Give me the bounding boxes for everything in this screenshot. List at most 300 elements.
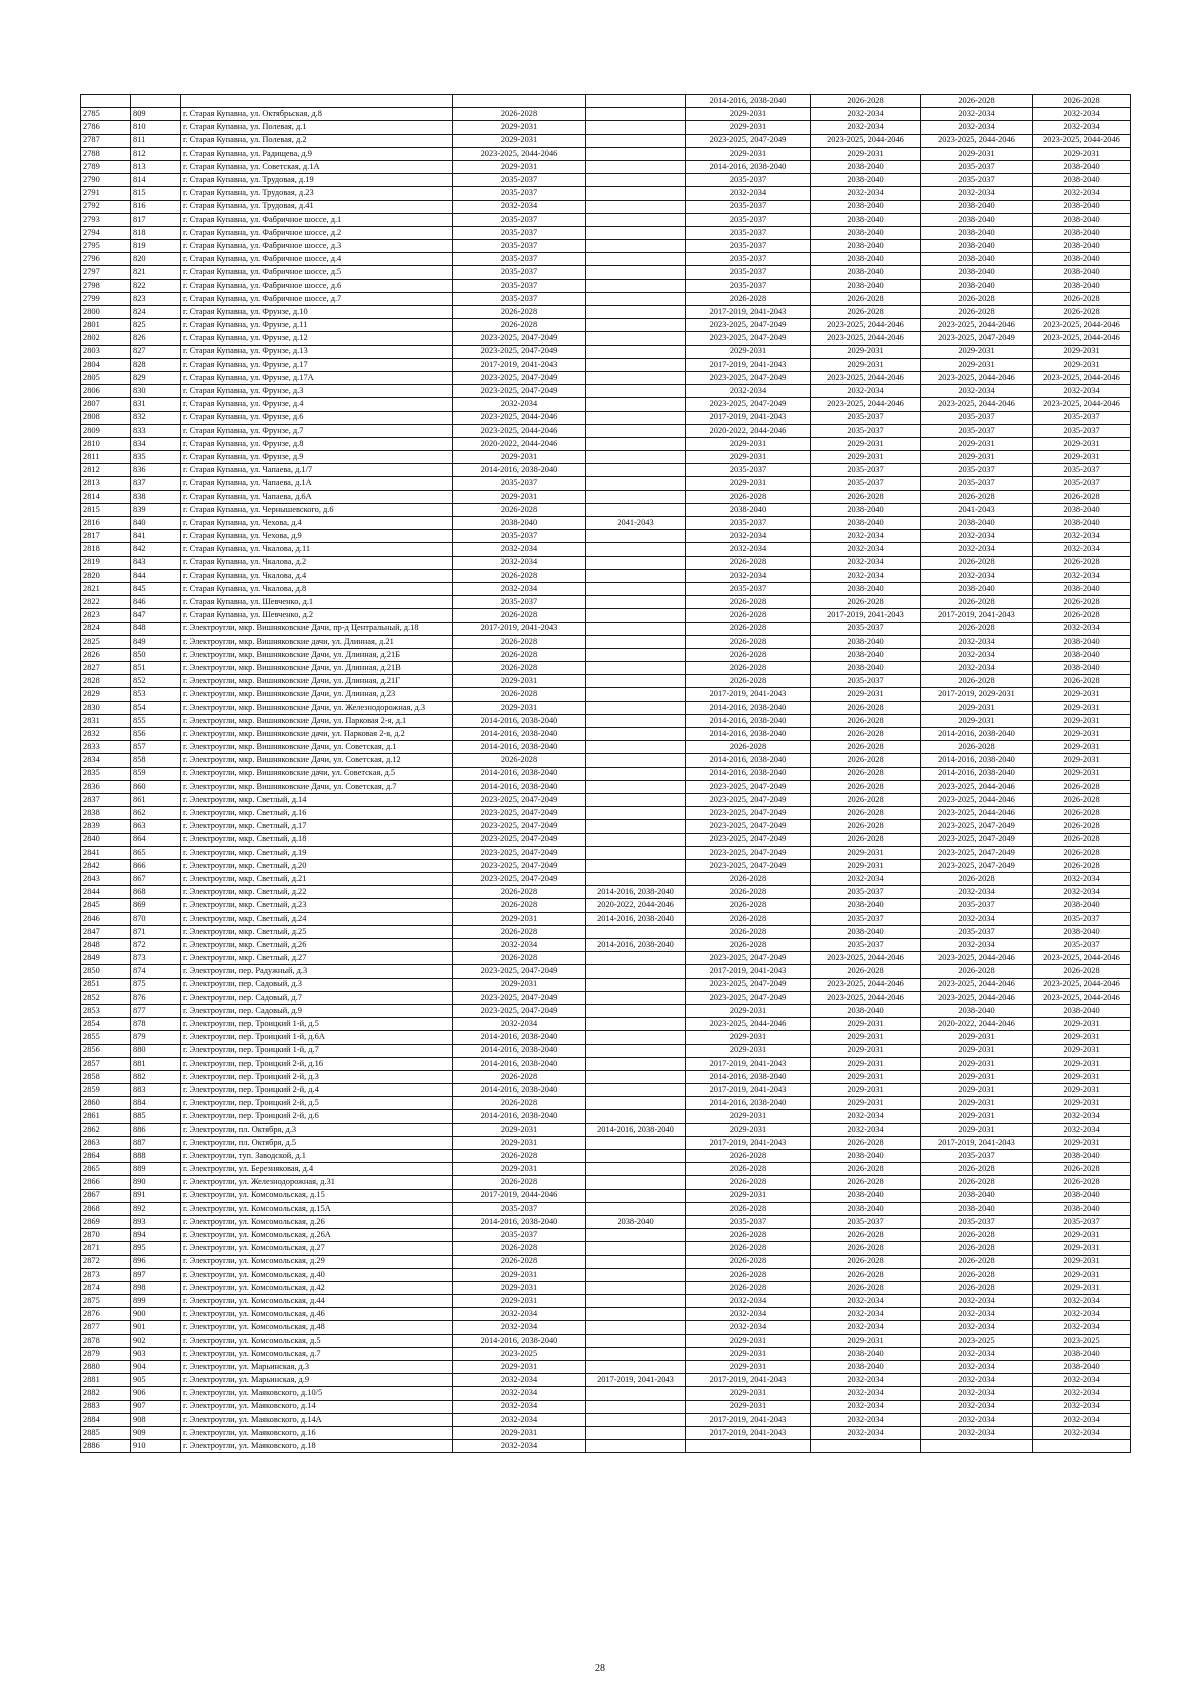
cell-period-col-4: 2035-2037 bbox=[811, 1215, 921, 1228]
cell-period-col-5: 2035-2037 bbox=[921, 411, 1033, 424]
cell-address: г. Старая Купавна, ул. Чапаева, д.1/7 bbox=[181, 464, 453, 477]
cell-address: г. Электроугли, мкр. Вишняковские Дачи, ул. Железнодорожная, д.3 bbox=[181, 701, 453, 714]
cell-object-number: 813 bbox=[131, 160, 181, 173]
cell-period-col-6: 2038-2040 bbox=[1033, 648, 1131, 661]
cell-address: г. Старая Купавна, ул. Фрунзе, д.17 bbox=[181, 358, 453, 371]
cell-period-col-1: 2029-2031 bbox=[453, 121, 586, 134]
cell-period-col-6: 2029-2031 bbox=[1033, 1136, 1131, 1149]
cell-period-col-2 bbox=[586, 266, 686, 279]
cell-period-col-3: 2026-2028 bbox=[686, 648, 811, 661]
cell-row-number: 2878 bbox=[81, 1334, 131, 1347]
cell-address: г. Старая Купавна, ул. Фрунзе, д.6 bbox=[181, 411, 453, 424]
cell-address: г. Электроугли, мкр. Светлый, д.19 bbox=[181, 846, 453, 859]
cell-period-col-4: 2038-2040 bbox=[811, 503, 921, 516]
cell-period-col-6: 2029-2031 bbox=[1033, 1018, 1131, 1031]
cell-row-number: 2831 bbox=[81, 714, 131, 727]
cell-address: г. Электроугли, мкр. Светлый, д.22 bbox=[181, 886, 453, 899]
cell-period-col-6: 2029-2031 bbox=[1033, 701, 1131, 714]
cell-period-col-6: 2038-2040 bbox=[1033, 925, 1131, 938]
cell-period-col-1: 2026-2028 bbox=[453, 1176, 586, 1189]
cell-period-col-4: 2023-2025, 2044-2046 bbox=[811, 319, 921, 332]
cell-row-number: 2873 bbox=[81, 1268, 131, 1281]
cell-address: г. Электроугли, пер. Садовый, д.9 bbox=[181, 1004, 453, 1017]
cell-period-col-6: 2029-2031 bbox=[1033, 1229, 1131, 1242]
cell-period-col-6: 2032-2034 bbox=[1033, 1413, 1131, 1426]
cell-period-col-1: 2035-2037 bbox=[453, 1202, 586, 1215]
cell-period-col-1: 2029-2031 bbox=[453, 1163, 586, 1176]
table-row bbox=[81, 1123, 1131, 1136]
table-row bbox=[81, 424, 1131, 437]
cell-period-col-5: 2023-2025, 2044-2046 bbox=[921, 952, 1033, 965]
cell-period-col-5: 2035-2037 bbox=[921, 464, 1033, 477]
cell-period-col-3: 2029-2031 bbox=[686, 1400, 811, 1413]
cell-row-number: 2811 bbox=[81, 451, 131, 464]
cell-period-col-2 bbox=[586, 147, 686, 160]
cell-period-col-4: 2023-2025, 2044-2046 bbox=[811, 952, 921, 965]
cell-period-col-1: 2035-2037 bbox=[453, 596, 586, 609]
cell-row-number: 2819 bbox=[81, 556, 131, 569]
table-row bbox=[81, 820, 1131, 833]
cell-period-col-2 bbox=[586, 780, 686, 793]
cell-period-col-2 bbox=[586, 437, 686, 450]
cell-period-col-5: 2038-2040 bbox=[921, 226, 1033, 239]
cell-period-col-2 bbox=[586, 503, 686, 516]
cell-period-col-2 bbox=[586, 213, 686, 226]
cell-object-number: 883 bbox=[131, 1084, 181, 1097]
cell-period-col-2 bbox=[586, 292, 686, 305]
cell-object-number: 832 bbox=[131, 411, 181, 424]
cell-period-col-2 bbox=[586, 279, 686, 292]
table-row bbox=[81, 1189, 1131, 1202]
cell-period-col-4: 2035-2037 bbox=[811, 411, 921, 424]
cell-period-col-5: 2026-2028 bbox=[921, 965, 1033, 978]
cell-period-col-4: 2032-2034 bbox=[811, 1308, 921, 1321]
cell-address: г. Электроугли, ул. Маяковского, д.14 bbox=[181, 1400, 453, 1413]
table-row bbox=[81, 846, 1131, 859]
cell-period-col-1: 2029-2031 bbox=[453, 134, 586, 147]
cell-address: г. Старая Купавна, ул. Фабричное шоссе, д.7 bbox=[181, 292, 453, 305]
cell-row-number: 2788 bbox=[81, 147, 131, 160]
cell-object-number: 814 bbox=[131, 174, 181, 187]
cell-period-col-4: 2026-2028 bbox=[811, 701, 921, 714]
cell-object-number: 851 bbox=[131, 662, 181, 675]
cell-period-col-5: 2032-2034 bbox=[921, 385, 1033, 398]
table-body bbox=[81, 95, 1131, 1453]
cell-period-col-3: 2029-2031 bbox=[686, 1031, 811, 1044]
cell-address: г. Старая Купавна, ул. Чкалова, д.8 bbox=[181, 582, 453, 595]
cell-period-col-6: 2038-2040 bbox=[1033, 160, 1131, 173]
cell-period-col-3: 2035-2037 bbox=[686, 1215, 811, 1228]
cell-row-number: 2859 bbox=[81, 1084, 131, 1097]
cell-period-col-4: 2026-2028 bbox=[811, 833, 921, 846]
cell-address: г. Старая Купавна, ул. Чехова, д.9 bbox=[181, 530, 453, 543]
table-row bbox=[81, 200, 1131, 213]
cell-row-number: 2785 bbox=[81, 108, 131, 121]
cell-period-col-3: 2035-2037 bbox=[686, 266, 811, 279]
cell-period-col-3: 2029-2031 bbox=[686, 147, 811, 160]
cell-object-number: 907 bbox=[131, 1400, 181, 1413]
cell-period-col-3: 2035-2037 bbox=[686, 226, 811, 239]
cell-period-col-6: 2035-2037 bbox=[1033, 912, 1131, 925]
cell-period-col-4: 2035-2037 bbox=[811, 424, 921, 437]
cell-period-col-1: 2029-2031 bbox=[453, 1123, 586, 1136]
cell-object-number: 861 bbox=[131, 793, 181, 806]
cell-period-col-6: 2023-2025, 2044-2046 bbox=[1033, 134, 1131, 147]
cell-row-number: 2876 bbox=[81, 1308, 131, 1321]
cell-period-col-2 bbox=[586, 464, 686, 477]
table-row bbox=[81, 807, 1131, 820]
cell-address: г. Старая Купавна, ул. Фабричное шоссе, д.5 bbox=[181, 266, 453, 279]
table-row bbox=[81, 939, 1131, 952]
cell-period-col-2 bbox=[586, 332, 686, 345]
cell-period-col-3: 2017-2019, 2041-2043 bbox=[686, 688, 811, 701]
cell-object-number: 899 bbox=[131, 1295, 181, 1308]
cell-period-col-4: 2038-2040 bbox=[811, 213, 921, 226]
table-row bbox=[81, 437, 1131, 450]
cell-address: г. Старая Купавна, ул. Фрунзе, д.17А bbox=[181, 371, 453, 384]
cell-period-col-6: 2038-2040 bbox=[1033, 253, 1131, 266]
cell-period-col-2 bbox=[586, 1018, 686, 1031]
cell-period-col-1: 2014-2016, 2038-2040 bbox=[453, 1084, 586, 1097]
cell-period-col-6: 2029-2031 bbox=[1033, 741, 1131, 754]
cell-period-col-5: 2029-2031 bbox=[921, 1070, 1033, 1083]
cell-period-col-5: 2038-2040 bbox=[921, 279, 1033, 292]
cell-period-col-3: 2023-2025, 2047-2049 bbox=[686, 846, 811, 859]
cell-period-col-4: 2026-2028 bbox=[811, 807, 921, 820]
cell-period-col-3: 2032-2034 bbox=[686, 543, 811, 556]
cell-period-col-3: 2017-2019, 2041-2043 bbox=[686, 1374, 811, 1387]
cell-address: г. Электроугли, пер. Троицкий 1-й, д.7 bbox=[181, 1044, 453, 1057]
cell-object-number: 882 bbox=[131, 1070, 181, 1083]
cell-period-col-1: 2023-2025, 2047-2049 bbox=[453, 965, 586, 978]
cell-period-col-3: 2032-2034 bbox=[686, 187, 811, 200]
cell-period-col-2 bbox=[586, 1308, 686, 1321]
cell-period-col-6: 2035-2037 bbox=[1033, 939, 1131, 952]
cell-period-col-3: 2026-2028 bbox=[686, 1281, 811, 1294]
cell-period-col-5: 2026-2028 bbox=[921, 596, 1033, 609]
cell-row-number: 2863 bbox=[81, 1136, 131, 1149]
table-row bbox=[81, 451, 1131, 464]
cell-period-col-5: 2026-2028 bbox=[921, 490, 1033, 503]
cell-period-col-1: 2032-2034 bbox=[453, 556, 586, 569]
cell-period-col-3: 2035-2037 bbox=[686, 279, 811, 292]
cell-period-col-6: 2026-2028 bbox=[1033, 846, 1131, 859]
cell-address: г. Старая Купавна, ул. Чкалова, д.2 bbox=[181, 556, 453, 569]
cell-object-number: 823 bbox=[131, 292, 181, 305]
cell-row-number: 2847 bbox=[81, 925, 131, 938]
cell-period-col-6 bbox=[1033, 1440, 1131, 1453]
cell-row-number: 2861 bbox=[81, 1110, 131, 1123]
cell-address: г. Электроугли, мкр. Светлый, д.16 bbox=[181, 807, 453, 820]
cell-period-col-3: 2023-2025, 2047-2049 bbox=[686, 833, 811, 846]
cell-row-number: 2793 bbox=[81, 213, 131, 226]
table-row bbox=[81, 1097, 1131, 1110]
cell-period-col-6: 2032-2034 bbox=[1033, 873, 1131, 886]
cell-period-col-6: 2032-2034 bbox=[1033, 1321, 1131, 1334]
cell-row-number bbox=[81, 95, 131, 108]
cell-period-col-5: 2032-2034 bbox=[921, 635, 1033, 648]
cell-period-col-6: 2032-2034 bbox=[1033, 1295, 1131, 1308]
cell-period-col-3: 2029-2031 bbox=[686, 1123, 811, 1136]
cell-object-number: 840 bbox=[131, 517, 181, 530]
cell-address: г. Электроугли, ул. Марьинская, д.3 bbox=[181, 1361, 453, 1374]
table-row bbox=[81, 358, 1131, 371]
cell-period-col-2: 2038-2040 bbox=[586, 1215, 686, 1228]
cell-period-col-1: 2023-2025, 2047-2049 bbox=[453, 873, 586, 886]
cell-row-number: 2792 bbox=[81, 200, 131, 213]
cell-row-number: 2877 bbox=[81, 1321, 131, 1334]
cell-period-col-5: 2023-2025, 2044-2046 bbox=[921, 807, 1033, 820]
cell-object-number: 869 bbox=[131, 899, 181, 912]
cell-period-col-6: 2029-2031 bbox=[1033, 728, 1131, 741]
cell-period-col-3: 2026-2028 bbox=[686, 1229, 811, 1242]
cell-period-col-6: 2035-2037 bbox=[1033, 411, 1131, 424]
table-row bbox=[81, 873, 1131, 886]
cell-period-col-4: 2026-2028 bbox=[811, 1281, 921, 1294]
cell-period-col-2 bbox=[586, 1004, 686, 1017]
cell-period-col-2 bbox=[586, 319, 686, 332]
cell-period-col-6: 2029-2031 bbox=[1033, 451, 1131, 464]
cell-period-col-3: 2032-2034 bbox=[686, 1295, 811, 1308]
cell-row-number: 2797 bbox=[81, 266, 131, 279]
cell-period-col-4: 2026-2028 bbox=[811, 1268, 921, 1281]
cell-period-col-1: 2029-2031 bbox=[453, 1268, 586, 1281]
cell-period-col-1: 2035-2037 bbox=[453, 279, 586, 292]
cell-period-col-2 bbox=[586, 174, 686, 187]
cell-row-number: 2841 bbox=[81, 846, 131, 859]
cell-period-col-5: 2029-2031 bbox=[921, 437, 1033, 450]
table-row bbox=[81, 952, 1131, 965]
cell-period-col-4: 2026-2028 bbox=[811, 780, 921, 793]
cell-period-col-4: 2029-2031 bbox=[811, 1044, 921, 1057]
table-row bbox=[81, 622, 1131, 635]
cell-period-col-1: 2014-2016, 2038-2040 bbox=[453, 1057, 586, 1070]
cell-period-col-2 bbox=[586, 1189, 686, 1202]
cell-row-number: 2825 bbox=[81, 635, 131, 648]
table-row bbox=[81, 1176, 1131, 1189]
table-row bbox=[81, 1202, 1131, 1215]
cell-period-col-2 bbox=[586, 635, 686, 648]
cell-period-col-2 bbox=[586, 1136, 686, 1149]
cell-period-col-2 bbox=[586, 1387, 686, 1400]
cell-address: г. Электроугли, пер. Троицкий 2-й, д.16 bbox=[181, 1057, 453, 1070]
cell-period-col-6: 2029-2031 bbox=[1033, 1070, 1131, 1083]
cell-period-col-2 bbox=[586, 582, 686, 595]
cell-row-number: 2795 bbox=[81, 240, 131, 253]
cell-period-col-1: 2023-2025, 2047-2049 bbox=[453, 332, 586, 345]
cell-address: г. Старая Купавна, ул. Фрунзе, д.10 bbox=[181, 306, 453, 319]
cell-period-col-1 bbox=[453, 95, 586, 108]
cell-period-col-4: 2032-2034 bbox=[811, 1110, 921, 1123]
table-row bbox=[81, 187, 1131, 200]
cell-period-col-3: 2026-2028 bbox=[686, 556, 811, 569]
cell-address: г. Электроугли, мкр. Вишняковские Дачи, ул. Советская, д.1 bbox=[181, 741, 453, 754]
cell-period-col-6: 2029-2031 bbox=[1033, 147, 1131, 160]
cell-period-col-2 bbox=[586, 688, 686, 701]
cell-period-col-6: 2026-2028 bbox=[1033, 780, 1131, 793]
cell-period-col-2 bbox=[586, 490, 686, 503]
table-row bbox=[81, 1163, 1131, 1176]
cell-row-number: 2858 bbox=[81, 1070, 131, 1083]
cell-period-col-2 bbox=[586, 253, 686, 266]
cell-address: г. Электроугли, мкр. Вишняковские Дачи, ул. Парковая 2-я, д.1 bbox=[181, 714, 453, 727]
cell-period-col-1: 2023-2025, 2047-2049 bbox=[453, 859, 586, 872]
cell-period-col-2 bbox=[586, 952, 686, 965]
cell-address: г. Электроугли, ул. Комсомольская, д.7 bbox=[181, 1347, 453, 1360]
cell-period-col-3: 2023-2025, 2047-2049 bbox=[686, 793, 811, 806]
cell-object-number: 889 bbox=[131, 1163, 181, 1176]
cell-period-col-6: 2029-2031 bbox=[1033, 1044, 1131, 1057]
cell-period-col-3: 2026-2028 bbox=[686, 1268, 811, 1281]
cell-period-col-2 bbox=[586, 556, 686, 569]
cell-period-col-2 bbox=[586, 873, 686, 886]
cell-period-col-3: 2023-2025, 2047-2049 bbox=[686, 807, 811, 820]
table-row bbox=[81, 609, 1131, 622]
cell-address: г. Электроугли, мкр. Вишняковские Дачи, ул. Длинная, д.21Г bbox=[181, 675, 453, 688]
cell-address: г. Старая Купавна, ул. Фрунзе, д.13 bbox=[181, 345, 453, 358]
cell-period-col-6: 2038-2040 bbox=[1033, 582, 1131, 595]
cell-period-col-4: 2023-2025, 2044-2046 bbox=[811, 991, 921, 1004]
cell-period-col-1: 2029-2031 bbox=[453, 1426, 586, 1439]
cell-row-number: 2866 bbox=[81, 1176, 131, 1189]
cell-row-number: 2812 bbox=[81, 464, 131, 477]
cell-period-col-4: 2023-2025, 2044-2046 bbox=[811, 398, 921, 411]
cell-period-col-3: 2023-2025, 2047-2049 bbox=[686, 859, 811, 872]
cell-period-col-4: 2038-2040 bbox=[811, 240, 921, 253]
cell-period-col-5: 2026-2028 bbox=[921, 1242, 1033, 1255]
cell-period-col-3: 2017-2019, 2041-2043 bbox=[686, 1136, 811, 1149]
cell-period-col-3: 2014-2016, 2038-2040 bbox=[686, 714, 811, 727]
cell-period-col-2 bbox=[586, 1044, 686, 1057]
cell-row-number: 2813 bbox=[81, 477, 131, 490]
cell-period-col-1: 2017-2019, 2041-2043 bbox=[453, 358, 586, 371]
cell-period-col-5: 2038-2040 bbox=[921, 240, 1033, 253]
cell-address: г. Электроугли, пер. Троицкий 2-й, д.5 bbox=[181, 1097, 453, 1110]
table-row bbox=[81, 1044, 1131, 1057]
cell-period-col-5: 2032-2034 bbox=[921, 1308, 1033, 1321]
cell-period-col-6: 2032-2034 bbox=[1033, 1400, 1131, 1413]
cell-row-number: 2865 bbox=[81, 1163, 131, 1176]
cell-object-number: 849 bbox=[131, 635, 181, 648]
table-row bbox=[81, 767, 1131, 780]
cell-period-col-3: 2026-2028 bbox=[686, 675, 811, 688]
cell-period-col-6: 2029-2031 bbox=[1033, 688, 1131, 701]
table-row bbox=[81, 1334, 1131, 1347]
table-row bbox=[81, 1268, 1131, 1281]
cell-period-col-4: 2035-2037 bbox=[811, 477, 921, 490]
table-row bbox=[81, 978, 1131, 991]
cell-period-col-4: 2038-2040 bbox=[811, 517, 921, 530]
cell-row-number: 2851 bbox=[81, 978, 131, 991]
cell-address: г. Старая Купавна, ул. Советская, д.1А bbox=[181, 160, 453, 173]
cell-period-col-4: 2029-2031 bbox=[811, 147, 921, 160]
cell-period-col-4: 2038-2040 bbox=[811, 226, 921, 239]
cell-period-col-5: 2029-2031 bbox=[921, 451, 1033, 464]
cell-row-number: 2806 bbox=[81, 385, 131, 398]
cell-period-col-4: 2038-2040 bbox=[811, 582, 921, 595]
cell-period-col-6: 2032-2034 bbox=[1033, 1374, 1131, 1387]
cell-period-col-3: 2026-2028 bbox=[686, 1150, 811, 1163]
cell-period-col-5: 2029-2031 bbox=[921, 358, 1033, 371]
cell-period-col-5: 2032-2034 bbox=[921, 939, 1033, 952]
cell-object-number: 850 bbox=[131, 648, 181, 661]
cell-period-col-1: 2026-2028 bbox=[453, 1255, 586, 1268]
cell-row-number: 2868 bbox=[81, 1202, 131, 1215]
cell-period-col-3: 2026-2028 bbox=[686, 635, 811, 648]
cell-period-col-4: 2038-2040 bbox=[811, 1189, 921, 1202]
cell-period-col-2 bbox=[586, 820, 686, 833]
cell-period-col-4: 2026-2028 bbox=[811, 793, 921, 806]
cell-period-col-3: 2014-2016, 2038-2040 bbox=[686, 160, 811, 173]
cell-row-number: 2862 bbox=[81, 1123, 131, 1136]
cell-address: г. Электроугли, ул. Комсомольская, д.48 bbox=[181, 1321, 453, 1334]
cell-object-number: 887 bbox=[131, 1136, 181, 1149]
cell-object-number: 874 bbox=[131, 965, 181, 978]
cell-row-number: 2791 bbox=[81, 187, 131, 200]
cell-period-col-1: 2026-2028 bbox=[453, 886, 586, 899]
cell-row-number: 2838 bbox=[81, 807, 131, 820]
cell-period-col-3: 2032-2034 bbox=[686, 1308, 811, 1321]
cell-period-col-5: 2029-2031 bbox=[921, 1057, 1033, 1070]
cell-row-number: 2808 bbox=[81, 411, 131, 424]
table-row bbox=[81, 503, 1131, 516]
cell-period-col-3: 2017-2019, 2041-2043 bbox=[686, 965, 811, 978]
cell-period-col-6: 2038-2040 bbox=[1033, 1202, 1131, 1215]
cell-period-col-1: 2035-2037 bbox=[453, 292, 586, 305]
cell-period-col-4: 2038-2040 bbox=[811, 279, 921, 292]
cell-period-col-4: 2026-2028 bbox=[811, 820, 921, 833]
cell-period-col-5: 2038-2040 bbox=[921, 517, 1033, 530]
cell-period-col-3: 2023-2025, 2044-2046 bbox=[686, 1018, 811, 1031]
cell-row-number: 2815 bbox=[81, 503, 131, 516]
cell-period-col-3: 2029-2031 bbox=[686, 437, 811, 450]
cell-period-col-2 bbox=[586, 371, 686, 384]
cell-period-col-2 bbox=[586, 385, 686, 398]
cell-object-number: 902 bbox=[131, 1334, 181, 1347]
cell-period-col-1: 2035-2037 bbox=[453, 240, 586, 253]
cell-period-col-3: 2014-2016, 2038-2040 bbox=[686, 754, 811, 767]
cell-period-col-2 bbox=[586, 530, 686, 543]
cell-period-col-6: 2026-2028 bbox=[1033, 1163, 1131, 1176]
cell-row-number: 2879 bbox=[81, 1347, 131, 1360]
cell-period-col-3: 2035-2037 bbox=[686, 200, 811, 213]
cell-object-number: 885 bbox=[131, 1110, 181, 1123]
cell-object-number: 856 bbox=[131, 728, 181, 741]
cell-period-col-5: 2017-2019, 2041-2043 bbox=[921, 609, 1033, 622]
cell-period-col-2 bbox=[586, 991, 686, 1004]
cell-period-col-1: 2026-2028 bbox=[453, 662, 586, 675]
cell-period-col-2 bbox=[586, 1242, 686, 1255]
cell-object-number: 893 bbox=[131, 1215, 181, 1228]
cell-period-col-2 bbox=[586, 200, 686, 213]
cell-period-col-3: 2017-2019, 2041-2043 bbox=[686, 1426, 811, 1439]
cell-period-col-1: 2032-2034 bbox=[453, 939, 586, 952]
cell-period-col-5: 2032-2034 bbox=[921, 648, 1033, 661]
table-row bbox=[81, 213, 1131, 226]
cell-object-number: 900 bbox=[131, 1308, 181, 1321]
cell-address bbox=[181, 95, 453, 108]
cell-period-col-3: 2014-2016, 2038-2040 bbox=[686, 1097, 811, 1110]
cell-period-col-2 bbox=[586, 1321, 686, 1334]
cell-object-number: 866 bbox=[131, 859, 181, 872]
cell-period-col-1: 2035-2037 bbox=[453, 187, 586, 200]
schedule-table bbox=[80, 94, 1131, 1453]
cell-period-col-6: 2026-2028 bbox=[1033, 965, 1131, 978]
cell-period-col-3: 2026-2028 bbox=[686, 490, 811, 503]
cell-period-col-4: 2032-2034 bbox=[811, 1400, 921, 1413]
cell-period-col-3: 2026-2028 bbox=[686, 939, 811, 952]
cell-address: г. Электроугли, мкр. Светлый, д.27 bbox=[181, 952, 453, 965]
